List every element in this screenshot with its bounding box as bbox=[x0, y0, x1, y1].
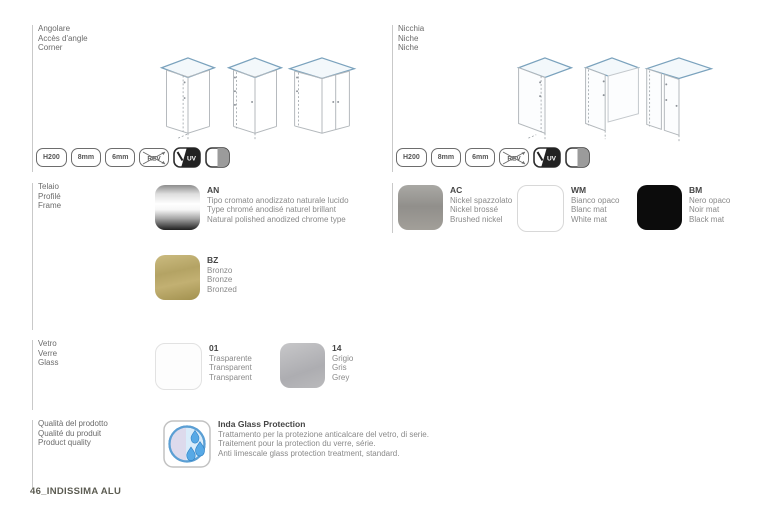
swatch-wm-white bbox=[517, 185, 564, 232]
frame-section-rule bbox=[32, 183, 33, 330]
uv-protection-badge bbox=[173, 147, 201, 168]
finish-ac-text: AC Nickel spazzolato Nickel brossé Brushed nickel bbox=[450, 185, 513, 224]
glass-6mm-badge: 6mm bbox=[105, 148, 135, 167]
quality-title: Inda Glass Protection bbox=[218, 419, 306, 429]
glass-label-it: Vetro bbox=[38, 339, 57, 348]
niche-badges bbox=[396, 147, 590, 168]
swatch-01-transparent bbox=[155, 343, 202, 390]
finish-wm bbox=[517, 185, 619, 232]
quality-section-rule bbox=[32, 420, 33, 488]
height-h200-badge: H200 bbox=[36, 148, 67, 167]
corner-title-it: Angolare bbox=[38, 24, 71, 33]
corner-diagram-single-door bbox=[157, 55, 219, 145]
quality-label-it: Qualità del prodotto bbox=[38, 419, 108, 428]
frame-label-en: Frame bbox=[38, 201, 62, 210]
glass-01 bbox=[155, 343, 252, 390]
two-tone-finish-badge bbox=[205, 147, 230, 168]
niche-diagram-door-fixed bbox=[581, 55, 643, 145]
svg-text:UV: UV bbox=[187, 155, 197, 163]
finish-bm-text: BM Nero opaco Noir mat Black mat bbox=[689, 185, 731, 224]
quality-section-title bbox=[38, 419, 108, 448]
corner-diagram-double-door bbox=[286, 55, 358, 145]
swatch-bz-bronze bbox=[155, 255, 200, 300]
page-footer: 46_INDISSIMA ALU bbox=[30, 486, 122, 497]
corner-section-rule bbox=[32, 25, 33, 172]
corner-section-title bbox=[38, 24, 88, 53]
uv-protection-badge bbox=[533, 147, 561, 168]
height-h200-badge: H200 bbox=[396, 148, 427, 167]
finish-ac bbox=[398, 185, 512, 230]
glass-14-text: 14 Grigio Gris Grey bbox=[332, 343, 354, 382]
finish-an-code: AN bbox=[207, 185, 220, 195]
glass-label-fr: Verre bbox=[38, 348, 58, 358]
glass-8mm-badge: 8mm bbox=[431, 148, 461, 167]
reversible-badge bbox=[499, 148, 529, 167]
niche-diagram-single-door bbox=[514, 55, 576, 145]
frame-section-title bbox=[38, 182, 61, 211]
glass-8mm-badge: 8mm bbox=[71, 148, 101, 167]
finish-bm-code: BM bbox=[689, 185, 703, 195]
reversible-arrows-icon bbox=[502, 151, 526, 165]
finish-bz bbox=[155, 255, 237, 300]
niche-diagram-wide bbox=[643, 55, 715, 145]
glass-label-en: Glass bbox=[38, 358, 59, 367]
frame-label-fr: Profilé bbox=[38, 191, 61, 201]
svg-text:REV: REV bbox=[507, 155, 522, 162]
quality-description: Inda Glass Protection Trattamento per la protezione anticalcare del vetro, di serie. Traitement pour la protection du verre, série. Anti limescale glass protection treatment, standard. bbox=[218, 419, 429, 458]
frame-right-rule bbox=[392, 183, 393, 233]
corner-diagram-pivot-door bbox=[224, 55, 286, 145]
glass-section-rule bbox=[32, 340, 33, 410]
finish-bz-code: BZ bbox=[207, 255, 219, 265]
glass-14 bbox=[280, 343, 353, 388]
finish-wm-text: WM Bianco opaco Blanc mat White mat bbox=[571, 185, 620, 224]
finish-bm bbox=[637, 185, 730, 230]
reversible-badge bbox=[139, 148, 169, 167]
finish-bz-text: BZ Bronzo Bronze Bronzed bbox=[207, 255, 237, 294]
swatch-ac-nickel bbox=[398, 185, 443, 230]
finish-an bbox=[155, 185, 349, 230]
niche-title-it: Nicchia bbox=[398, 24, 425, 33]
swatch-an-chrome bbox=[155, 185, 200, 230]
corner-title-en: Corner bbox=[38, 43, 63, 52]
glass-14-code: 14 bbox=[332, 343, 342, 353]
niche-title-fr: Niche bbox=[398, 33, 419, 43]
corner-badges bbox=[36, 147, 230, 168]
finish-an-text: AN Tipo cromato anodizzato naturale lucido Type chromé anodisé naturel brillant Natural polished anodized chrome type bbox=[207, 185, 349, 224]
corner-title-fr: Accès d'angle bbox=[38, 33, 88, 43]
svg-text:REV: REV bbox=[147, 155, 162, 162]
swatch-bm-black bbox=[637, 185, 682, 230]
glass-01-code: 01 bbox=[209, 343, 219, 353]
finish-wm-code: WM bbox=[571, 185, 587, 195]
niche-section-rule bbox=[392, 25, 393, 172]
niche-section-title bbox=[398, 24, 424, 53]
glass-section-title bbox=[38, 339, 58, 368]
glass-6mm-badge: 6mm bbox=[465, 148, 495, 167]
two-tone-finish-badge bbox=[565, 147, 590, 168]
glass-01-text: 01 Trasparente Transparent Transparent bbox=[209, 343, 252, 382]
niche-title-en: Niche bbox=[398, 43, 419, 52]
quality-label-fr: Qualité du produit bbox=[38, 428, 102, 438]
svg-text:UV: UV bbox=[547, 155, 557, 163]
frame-label-it: Telaio bbox=[38, 182, 59, 191]
swatch-14-grey bbox=[280, 343, 325, 388]
quality-label-en: Product quality bbox=[38, 438, 91, 447]
reversible-arrows-icon bbox=[142, 151, 166, 165]
finish-ac-code: AC bbox=[450, 185, 463, 195]
glass-protection-icon bbox=[163, 420, 211, 468]
